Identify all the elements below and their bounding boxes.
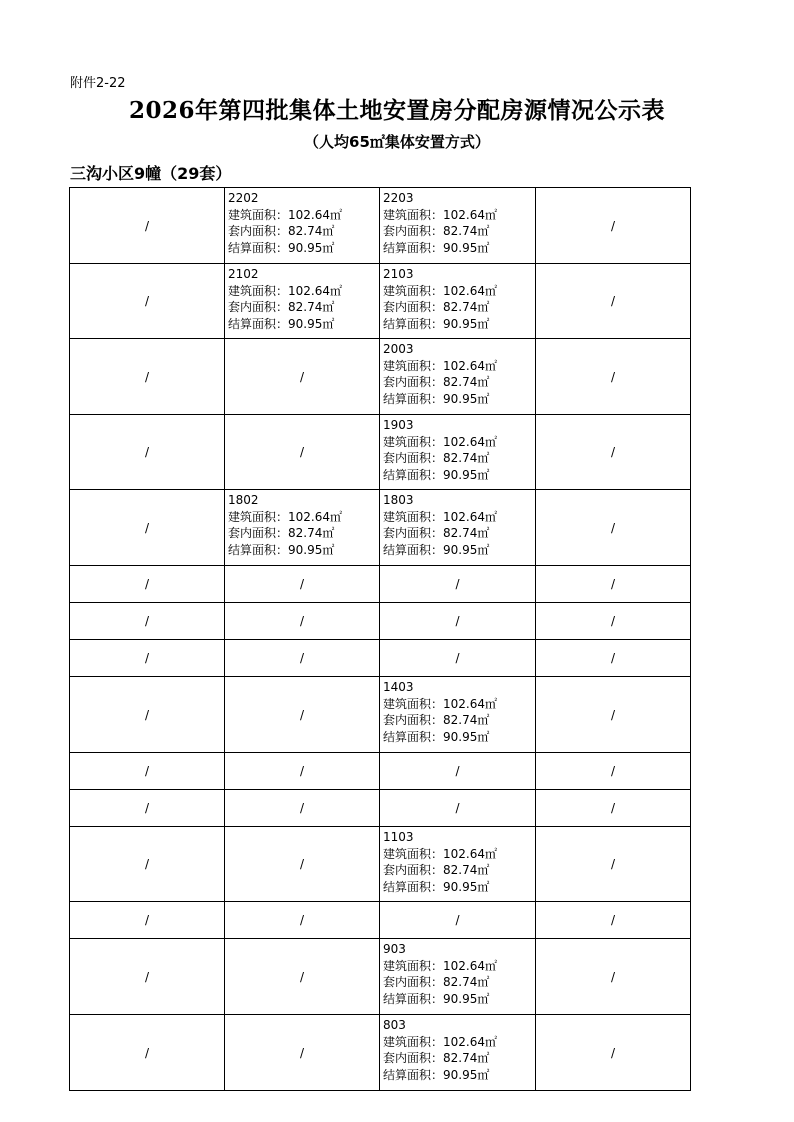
building-area: 建筑面积：102.64㎡ [383,696,497,711]
settlement-area: 结算面积：90.95㎡ [383,542,490,557]
unit-cell [380,677,536,753]
empty-cell: / [225,790,380,827]
unit-number: 1802 [228,493,259,507]
allocation-table [69,187,691,1091]
empty-cell: / [70,415,225,490]
table-row [70,677,691,753]
settlement-area: 结算面积：90.95㎡ [383,991,490,1006]
empty-cell: / [380,640,536,677]
empty-cell: / [70,902,225,939]
table-row [70,902,691,939]
building-area: 建筑面积：102.64㎡ [383,509,497,524]
empty-cell: / [536,677,691,753]
empty-cell: / [380,603,536,640]
inner-area: 套内面积：82.74㎡ [383,863,490,877]
inner-area: 套内面积：82.74㎡ [228,300,335,314]
building-area: 建筑面积：102.64㎡ [383,283,497,298]
table-row [70,603,691,640]
attachment-label: 附件2-22 [70,76,126,91]
table-row [70,339,691,415]
unit-number: 2202 [228,191,259,205]
table-row [70,939,691,1015]
empty-cell: / [536,902,691,939]
settlement-area: 结算面积：90.95㎡ [383,879,490,894]
unit-number: 2203 [383,191,414,205]
empty-cell: / [70,188,225,264]
empty-cell: / [536,790,691,827]
unit-number: 803 [383,1018,406,1032]
empty-cell: / [225,753,380,790]
table-row [70,640,691,677]
settlement-area: 结算面积：90.95㎡ [383,467,490,482]
empty-cell: / [70,790,225,827]
table-row [70,753,691,790]
building-area: 建筑面积：102.64㎡ [228,509,342,524]
settlement-area: 结算面积：90.95㎡ [383,316,490,331]
inner-area: 套内面积：82.74㎡ [383,375,490,389]
empty-cell: / [536,939,691,1015]
unit-number: 1103 [383,830,414,844]
page-title: 2026年第四批集体土地安置房分配房源情况公示表 [128,97,665,124]
building-area: 建筑面积：102.64㎡ [228,283,342,298]
inner-area: 套内面积：82.74㎡ [383,975,490,989]
unit-cell [380,490,536,566]
building-area: 建筑面积：102.64㎡ [383,958,497,973]
unit-number: 1403 [383,680,414,694]
inner-area: 套内面积：82.74㎡ [383,526,490,540]
building-area: 建筑面积：102.64㎡ [383,358,497,373]
page-subtitle: （人均65㎡集体安置方式） [304,133,490,151]
unit-cell [380,339,536,415]
inner-area: 套内面积：82.74㎡ [383,451,490,465]
building-area: 建筑面积：102.64㎡ [383,207,497,222]
table-row [70,415,691,490]
inner-area: 套内面积：82.74㎡ [228,224,335,238]
unit-cell [380,188,536,264]
empty-cell: / [70,677,225,753]
empty-cell: / [70,603,225,640]
empty-cell: / [70,827,225,902]
empty-cell: / [70,566,225,603]
empty-cell: / [380,753,536,790]
inner-area: 套内面积：82.74㎡ [383,1051,490,1065]
empty-cell: / [536,566,691,603]
unit-number: 903 [383,942,406,956]
empty-cell: / [225,1015,380,1091]
unit-cell [380,827,536,902]
empty-cell: / [536,603,691,640]
empty-cell: / [70,1015,225,1091]
empty-cell: / [380,790,536,827]
table-row [70,790,691,827]
empty-cell: / [225,415,380,490]
unit-number: 2003 [383,342,414,356]
empty-cell: / [70,339,225,415]
unit-cell [380,1015,536,1091]
table-row [70,827,691,902]
building-area: 建筑面积：102.64㎡ [383,1034,497,1049]
settlement-area: 结算面积：90.95㎡ [228,542,335,557]
empty-cell: / [70,490,225,566]
building-area: 建筑面积：102.64㎡ [228,207,342,222]
empty-cell: / [536,1015,691,1091]
empty-cell: / [536,753,691,790]
empty-cell: / [70,264,225,339]
unit-number: 1903 [383,418,414,432]
empty-cell: / [70,753,225,790]
settlement-area: 结算面积：90.95㎡ [383,729,490,744]
empty-cell: / [380,902,536,939]
empty-cell: / [225,902,380,939]
unit-cell [225,188,380,264]
empty-cell: / [225,827,380,902]
empty-cell: / [536,490,691,566]
building-label: 三沟小区9幢（29套） [70,164,232,183]
empty-cell: / [225,939,380,1015]
table-row [70,264,691,339]
empty-cell: / [536,339,691,415]
inner-area: 套内面积：82.74㎡ [383,713,490,727]
empty-cell: / [536,188,691,264]
table-row [70,490,691,566]
empty-cell: / [380,566,536,603]
unit-cell [225,264,380,339]
table-row [70,188,691,264]
building-area: 建筑面积：102.64㎡ [383,846,497,861]
empty-cell: / [225,603,380,640]
inner-area: 套内面积：82.74㎡ [383,300,490,314]
empty-cell: / [536,415,691,490]
unit-number: 2102 [228,267,259,281]
empty-cell: / [225,339,380,415]
unit-number: 1803 [383,493,414,507]
unit-number: 2103 [383,267,414,281]
settlement-area: 结算面积：90.95㎡ [383,391,490,406]
table-row [70,566,691,603]
empty-cell: / [225,677,380,753]
settlement-area: 结算面积：90.95㎡ [383,240,490,255]
empty-cell: / [536,264,691,339]
inner-area: 套内面积：82.74㎡ [383,224,490,238]
empty-cell: / [536,827,691,902]
unit-cell [225,490,380,566]
empty-cell: / [225,640,380,677]
settlement-area: 结算面积：90.95㎡ [383,1067,490,1082]
empty-cell: / [70,939,225,1015]
table-row [70,1015,691,1091]
inner-area: 套内面积：82.74㎡ [228,526,335,540]
empty-cell: / [225,566,380,603]
unit-cell [380,264,536,339]
building-area: 建筑面积：102.64㎡ [383,434,497,449]
empty-cell: / [536,640,691,677]
settlement-area: 结算面积：90.95㎡ [228,316,335,331]
settlement-area: 结算面积：90.95㎡ [228,240,335,255]
unit-cell [380,939,536,1015]
empty-cell: / [70,640,225,677]
unit-cell [380,415,536,490]
